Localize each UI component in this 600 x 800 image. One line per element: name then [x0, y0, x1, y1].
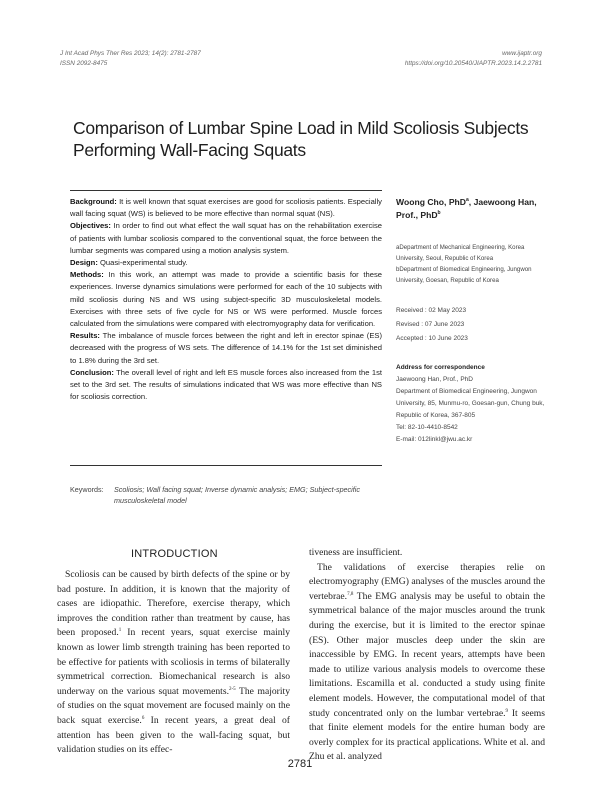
intro-text-6: The EMG analysis may be useful to obtain the symmetrical balance of the major muscles around the trunk during the exercise, but it is limited to the erector spinae (ES). Other major muscles deep under the skin are inaccessible by EMG. In recent years, attempts have been made to utilize various analysis models to overcome these limitations. Escamilla et al. conducted a study using finite element models. However, the computational model of that study concentrated only on the lumbar vertebrae. [309, 590, 545, 719]
body-column-right [309, 546, 545, 765]
background-label: Background: [70, 197, 117, 206]
correspondence-heading: Address for correspondence [396, 364, 485, 371]
author-1-affil-mark: a [466, 197, 469, 204]
journal-header [60, 49, 201, 69]
affiliations [396, 242, 546, 286]
citation-ref[interactable]: 7,8 [347, 591, 354, 597]
article-title: Comparison of Lumbar Spine Load in Mild Scoliosis Subjects Performing Wall-Facing Squats [73, 118, 529, 160]
author-list [396, 196, 546, 222]
correspondence-address: Department of Biomedical Engineering, Jungwon University, 85, Munmu-ro, Goesan-gun, Chung buk, Republic of Korea, 367-805 [396, 388, 545, 419]
keywords [70, 484, 550, 506]
conclusion-label: Conclusion: [70, 367, 114, 377]
keywords-text: Scoliosis; Wall facing squat; Inverse dynamic analysis; EMG; Subject-specific musculoskeletal model [114, 485, 360, 505]
results-text: The imbalance of muscle forces between the right and left in erector spinae (ES) decreased with the progress of WS sets. The difference of 14.1% for the 1st set diminished to 1.8% during the 3rd set. [70, 331, 382, 365]
correspondence-tel: Tel: 82-10-4410-8542 [396, 424, 458, 431]
author-separator: , [468, 197, 474, 207]
intro-text-2: In recent years, squat exercise mainly known as lower limb strength training has been reported to be effective for patients with scoliosis in terms of bilaterally symmetrical correction. Biomechanical research is also underway on the various squat movements. [57, 627, 291, 697]
journal-citation: J Int Acad Phys Ther Res 2023; 14(2): 2781-2787 [60, 50, 201, 57]
page-number: 2781 [287, 758, 313, 770]
abstract-results [70, 330, 382, 367]
intro-text-7: It seems that finite element models for the entire human body are overly complex for its practical applications. White et al. and Zhu et al. analyzed [309, 707, 545, 763]
journal-links [405, 49, 542, 69]
date-accepted: Accepted : 10 June 2023 [396, 335, 468, 342]
methods-label: Methods: [70, 270, 104, 280]
date-received: Received : 02 May 2023 [396, 307, 467, 314]
background-text: It is well known that squat exercises are good for scoliosis patients. Especially wall facing squat (WS) is believed to be more effective than normal squat (NS). [70, 197, 382, 219]
abstract-box [70, 190, 382, 466]
article-doi[interactable]: https://doi.org/10.20540/JIAPTR.2023.14.2.2781 [404, 60, 542, 67]
intro-text-3: The majority of studies on the squat movement are focused mainly on the back squat exercise. [57, 685, 290, 726]
article-dates [396, 304, 546, 346]
citation-ref[interactable]: 6 [141, 715, 145, 721]
author-2-affil-mark: b [437, 210, 441, 217]
methods-text: In this work, an attempt was made to provide a scientific basis for these experiences. Inverse dynamics simulations were performed for each of the 10 subjects with mild scoliosis during NS and WS using subject-specific 3D musculoskeletal models. Exercises with three sets of five cycle for NS or WS were performed. Muscle forces calculated from the simulations were compared with electromyography data for verification. [70, 270, 382, 329]
abstract-objectives [70, 220, 382, 257]
author-1: Woong Cho, PhD [396, 197, 467, 207]
design-label: Design: [70, 258, 98, 268]
correspondence-name: Jaewoong Han, Prof., PhD [396, 376, 473, 383]
body-column-left [57, 568, 290, 758]
intro-paragraph-2 [309, 561, 545, 765]
citation-ref[interactable]: 9 [505, 708, 508, 714]
citation-ref[interactable]: 2-5 [228, 686, 236, 692]
citation-ref[interactable]: 1 [118, 628, 122, 634]
abstract-methods [70, 269, 382, 330]
journal-website[interactable]: www.ijaptr.org [502, 50, 542, 57]
intro-text-4: In recent years, a great deal of attention has been given to the wall-facing squat, but validation studies on its effec- [57, 714, 290, 756]
journal-issn: ISSN 2092-8475 [60, 60, 108, 67]
author-sidebar [396, 190, 546, 446]
abstract-design [70, 257, 382, 269]
affiliation-a: aDepartment of Mechanical Engineering, Korea University, Seoul, Republic of Korea [396, 244, 525, 262]
intro-continuation: tiveness are insufficient. [309, 547, 403, 558]
objectives-label: Objectives: [70, 221, 111, 231]
conclusion-text: The overall level of right and left ES muscle forces also increased from the 1st set to the 3rd set. The results of simulations indicated that WS was more effective than NS for scoliosis correction. [70, 367, 382, 402]
affiliation-b: bDepartment of Biomedical Engineering, Jungwon University, Goesan, Republic of Korea [396, 266, 532, 284]
correspondence [396, 362, 546, 446]
intro-paragraph-1 [57, 568, 290, 758]
author-2: Jaewoong Han, Prof., PhD [396, 197, 537, 220]
abstract-background [70, 196, 382, 220]
section-heading-introduction: INTRODUCTION [131, 548, 218, 560]
design-text: Quasi-experimental study. [99, 258, 188, 268]
keywords-label: Keywords: [70, 485, 104, 494]
results-label: Results: [70, 331, 100, 341]
intro-text-1: Scoliosis can be caused by birth defects of the spine or by bad posture. In addition, it is known that the majority of cases are idiopathic. Therefore, exercise therapy, which improves the condition rather than treatment by cause, has been proposed. [57, 569, 290, 639]
correspondence-email[interactable]: E-mail: 012linkl@jwu.ac.kr [396, 436, 473, 443]
abstract-conclusion [70, 367, 382, 404]
date-revised: Revised : 07 June 2023 [396, 321, 465, 328]
objectives-text: In order to find out what effect the wall squat has on the rehabilitation exercise of patients with lumbar scoliosis compared to the conventional squat, the force between the lumbar segments was compared using a motion analysis system. [70, 221, 382, 255]
intro-text-5: The validations of exercise therapies relie on electromyography (EMG) analyses of the muscles around the vertebrae. [309, 561, 545, 602]
